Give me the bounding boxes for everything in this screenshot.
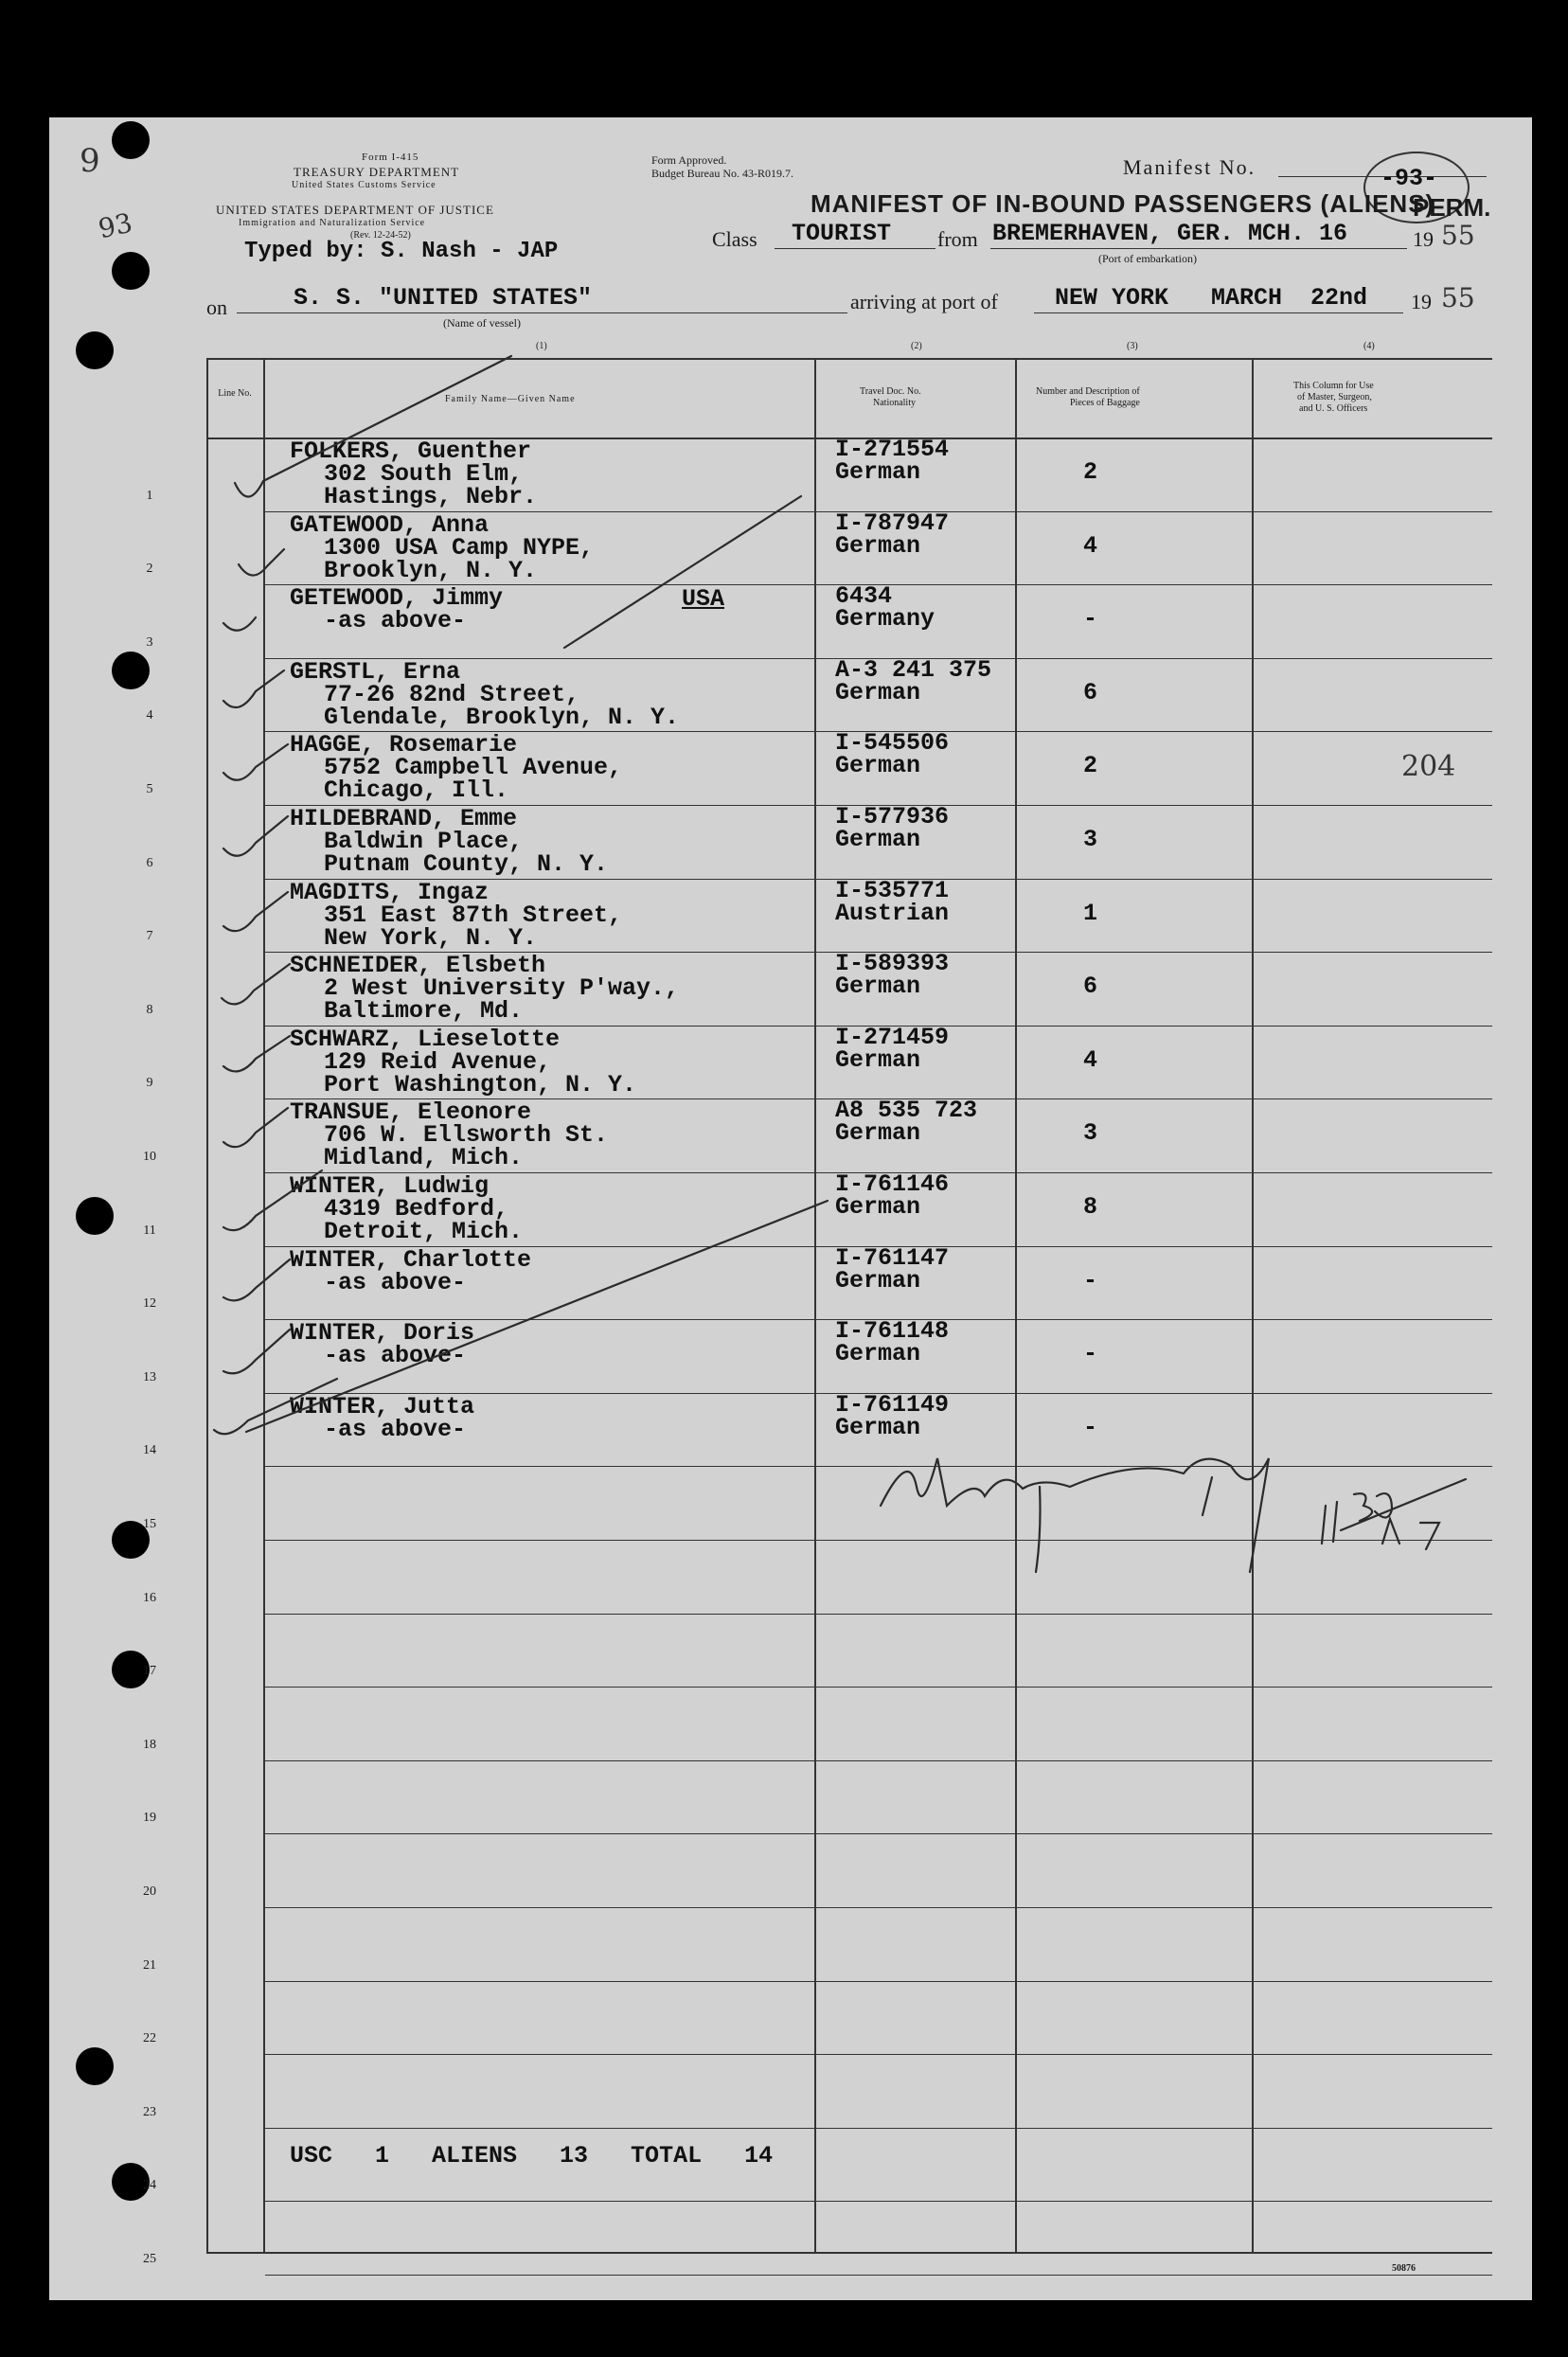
column-number: (1) (536, 341, 547, 351)
passenger-name: TRANSUE, Eleonore (290, 1098, 532, 1126)
passenger-address: 351 East 87th Street, (324, 902, 623, 929)
travel-doc-no: I-577936 (835, 803, 950, 830)
travel-doc-no: I-761148 (835, 1317, 950, 1345)
line-number: 16 (143, 1591, 156, 1605)
passenger-city: Midland, Mich. (324, 1144, 524, 1171)
officer-note: 204 (1401, 750, 1456, 783)
line-number: 17 (143, 1664, 156, 1678)
check-mark (223, 1170, 322, 1230)
passenger-address: 5752 Campbell Avenue, (324, 754, 623, 781)
line-number: 2 (146, 562, 153, 576)
from-label: from (937, 227, 978, 251)
baggage-count: 2 (1083, 458, 1098, 486)
line-number: 3 (146, 635, 153, 650)
travel-doc-no: I-787947 (835, 509, 950, 537)
line-number: 12 (143, 1296, 156, 1311)
passenger-name: HILDEBRAND, Emme (290, 805, 518, 832)
check-mark (223, 617, 256, 631)
line-number: 13 (143, 1370, 156, 1384)
passenger-city: Brooklyn, N. Y. (324, 557, 538, 584)
header-doc: Travel Doc. No. (860, 386, 921, 397)
baggage-count: - (1083, 1267, 1098, 1295)
manifest-number: -93- (1381, 165, 1438, 192)
line-number: 25 (143, 2252, 156, 2266)
travel-doc-no: I-761146 (835, 1170, 950, 1198)
page-title: MANIFEST OF IN-BOUND PASSENGERS (ALIENS) (811, 189, 1435, 218)
nationality: German (835, 1267, 921, 1295)
line-number: 20 (143, 1884, 156, 1899)
header-line-no: Line No. (218, 388, 252, 399)
class-label: Class (712, 227, 757, 251)
department-treasury-sub: United States Customs Service (292, 180, 437, 190)
baggage-count: 2 (1083, 752, 1098, 779)
passenger-city: Hastings, Nebr. (324, 483, 538, 510)
check-mark (223, 744, 288, 780)
travel-doc-no: A-3 241 375 (835, 656, 992, 684)
travel-doc-no: I-589393 (835, 950, 950, 977)
nationality: German (835, 1340, 921, 1367)
travel-doc-no: I-535771 (835, 877, 950, 904)
year-value: 55 (1441, 220, 1475, 251)
passenger-name: SCHWARZ, Lieselotte (290, 1026, 561, 1053)
header-name: Family Name—Given Name (445, 394, 576, 404)
nationality: German (835, 679, 921, 706)
check-mark (223, 892, 288, 931)
margin-note: 9 (80, 142, 100, 180)
passenger-address: 77-26 82nd Street, (324, 681, 580, 708)
line-number: 22 (143, 2031, 156, 2045)
line-number: 15 (143, 1517, 156, 1531)
department-justice: UNITED STATES DEPARTMENT OF JUSTICE (216, 203, 494, 217)
nationality: German (835, 1046, 921, 1074)
check-mark (222, 964, 290, 1004)
usa-note: USA (682, 585, 725, 613)
passenger-city: Glendale, Brooklyn, N. Y. (324, 704, 680, 731)
check-mark (223, 816, 288, 856)
arrival-info: NEW YORK MARCH 22nd (1055, 284, 1368, 312)
passenger-address: 706 W. Ellsworth St. (324, 1121, 609, 1149)
baggage-count: 1 (1083, 900, 1098, 927)
baggage-count: 3 (1083, 826, 1098, 853)
passenger-name: WINTER, Charlotte (290, 1246, 532, 1274)
passenger-address: -as above- (324, 1269, 467, 1296)
line-number: 5 (146, 782, 153, 796)
class-value: TOURIST (792, 220, 892, 247)
passenger-name: MAGDITS, Ingaz (290, 879, 490, 906)
nationality: Austrian (835, 900, 950, 927)
line-number: 6 (146, 856, 153, 870)
header-officers3: and U. S. Officers (1299, 403, 1368, 414)
check-mark (223, 1330, 290, 1373)
line-number: 14 (143, 1443, 156, 1457)
baggage-count: - (1083, 605, 1098, 633)
line-number: 7 (146, 929, 153, 943)
baggage-count: 4 (1083, 1046, 1098, 1074)
column-number: (3) (1127, 341, 1138, 351)
line-number: 21 (143, 1958, 156, 1973)
line-number: 8 (146, 1003, 153, 1017)
baggage-count: - (1083, 1414, 1098, 1441)
line-number: 19 (143, 1811, 156, 1825)
manifest-label: Manifest No. (1123, 155, 1256, 179)
nationality: Germany (835, 605, 935, 633)
footer-code: 50876 (1392, 2263, 1416, 2274)
perm-label: PERM. (1413, 193, 1491, 222)
nationality: German (835, 973, 921, 1000)
cancel-slash (564, 496, 801, 648)
line-number: 10 (143, 1150, 156, 1164)
line-number: 9 (146, 1076, 153, 1090)
passenger-address: 302 South Elm, (324, 460, 524, 488)
nationality: German (835, 1414, 921, 1441)
passenger-address: Baldwin Place, (324, 828, 524, 855)
baggage-count: 4 (1083, 532, 1098, 560)
form-approved: Form Approved. (651, 153, 727, 167)
passenger-name: WINTER, Jutta (290, 1393, 475, 1420)
passenger-name: SCHNEIDER, Elsbeth (290, 952, 546, 979)
nationality: German (835, 532, 921, 560)
baggage-count: 6 (1083, 679, 1098, 706)
passenger-city: Detroit, Mich. (324, 1218, 524, 1245)
check-mark (235, 356, 511, 497)
passenger-name: FOLKERS, Guenther (290, 437, 532, 465)
header-officers2: of Master, Surgeon, (1297, 392, 1372, 402)
passenger-address: 1300 USA Camp NYPE, (324, 534, 595, 562)
arrival-year: 55 (1441, 282, 1475, 313)
line-number: 4 (146, 708, 153, 723)
nationality: German (835, 1119, 921, 1147)
baggage-count: 6 (1083, 973, 1098, 1000)
department-justice-sub: Immigration and Naturalization Service (239, 218, 426, 228)
baggage-count: 8 (1083, 1193, 1098, 1221)
revision: (Rev. 12-24-52) (350, 230, 411, 241)
summary-totals: USC 1 ALIENS 13 TOTAL 14 (290, 2142, 774, 2170)
vessel-name: S. S. "UNITED STATES" (294, 284, 593, 312)
on-label: on (206, 295, 227, 319)
passenger-city: Chicago, Ill. (324, 777, 509, 804)
passenger-city: New York, N. Y. (324, 924, 538, 952)
line-number: 23 (143, 2105, 156, 2119)
arriving-label: arriving at port of (850, 290, 998, 313)
passenger-name: WINTER, Ludwig (290, 1172, 490, 1200)
header-baggage: Number and Description of (1036, 386, 1140, 397)
header-baggage2: Pieces of Baggage (1070, 398, 1140, 408)
check-mark (239, 549, 284, 576)
nationality: German (835, 826, 921, 853)
travel-doc-no: I-761149 (835, 1391, 950, 1419)
line-number: 24 (143, 2178, 156, 2192)
vessel-caption: (Name of vessel) (443, 316, 521, 330)
passenger-name: HAGGE, Rosemarie (290, 731, 518, 759)
check-mark (223, 670, 284, 707)
cancel-slash (246, 1201, 828, 1432)
travel-doc-no: I-271459 (835, 1024, 950, 1051)
baggage-count: 3 (1083, 1119, 1098, 1147)
passenger-name: GETEWOOD, Jimmy (290, 584, 504, 612)
line-number: 1 (146, 489, 153, 503)
signature-time (1322, 1479, 1466, 1549)
form-number: Form I-415 (362, 152, 419, 163)
travel-doc-no: I-271554 (835, 436, 950, 463)
nationality: German (835, 458, 921, 486)
passenger-address: 129 Reid Avenue, (324, 1048, 552, 1076)
passenger-city: Port Washington, N. Y. (324, 1071, 637, 1098)
header-officers: This Column for Use (1293, 381, 1374, 391)
column-number: (4) (1363, 341, 1375, 351)
header-nationality: Nationality (873, 398, 916, 408)
passenger-address: 2 West University P'way., (324, 974, 680, 1002)
check-mark (214, 1379, 337, 1434)
budget-bureau: Budget Bureau No. 43-R019.7. (651, 167, 793, 180)
check-mark (223, 1036, 290, 1071)
column-number: (2) (911, 341, 922, 351)
check-mark (223, 1108, 288, 1147)
margin-note: 93 (95, 206, 135, 245)
check-mark (223, 1259, 290, 1300)
passenger-address: -as above- (324, 607, 467, 634)
baggage-count: - (1083, 1340, 1098, 1367)
typed-by: Typed by: S. Nash - JAP (244, 239, 559, 264)
line-number: 18 (143, 1738, 156, 1752)
passenger-city: Baltimore, Md. (324, 997, 524, 1025)
signature-mark (881, 1458, 1269, 1572)
line-number: 11 (143, 1223, 156, 1238)
nationality: German (835, 752, 921, 779)
passenger-name: WINTER, Doris (290, 1319, 475, 1347)
port-embarkation-caption: (Port of embarkation) (1098, 252, 1197, 265)
passenger-name: GERSTL, Erna (290, 658, 461, 686)
travel-doc-no: I-545506 (835, 729, 950, 757)
travel-doc-no: 6434 (835, 582, 893, 610)
department-treasury: TREASURY DEPARTMENT (294, 165, 460, 179)
passenger-name: GATEWOOD, Anna (290, 511, 490, 539)
travel-doc-no: I-761147 (835, 1244, 950, 1272)
passenger-address: -as above- (324, 1342, 467, 1369)
passenger-city: Putnam County, N. Y. (324, 850, 609, 878)
travel-doc-no: A8 535 723 (835, 1097, 978, 1124)
port-of-embarkation: BREMERHAVEN, GER. MCH. 16 (992, 220, 1348, 247)
year-prefix: 19 (1411, 290, 1432, 313)
nationality: German (835, 1193, 921, 1221)
year-prefix: 19 (1413, 227, 1434, 251)
passenger-address: 4319 Bedford, (324, 1195, 509, 1223)
passenger-address: -as above- (324, 1416, 467, 1443)
